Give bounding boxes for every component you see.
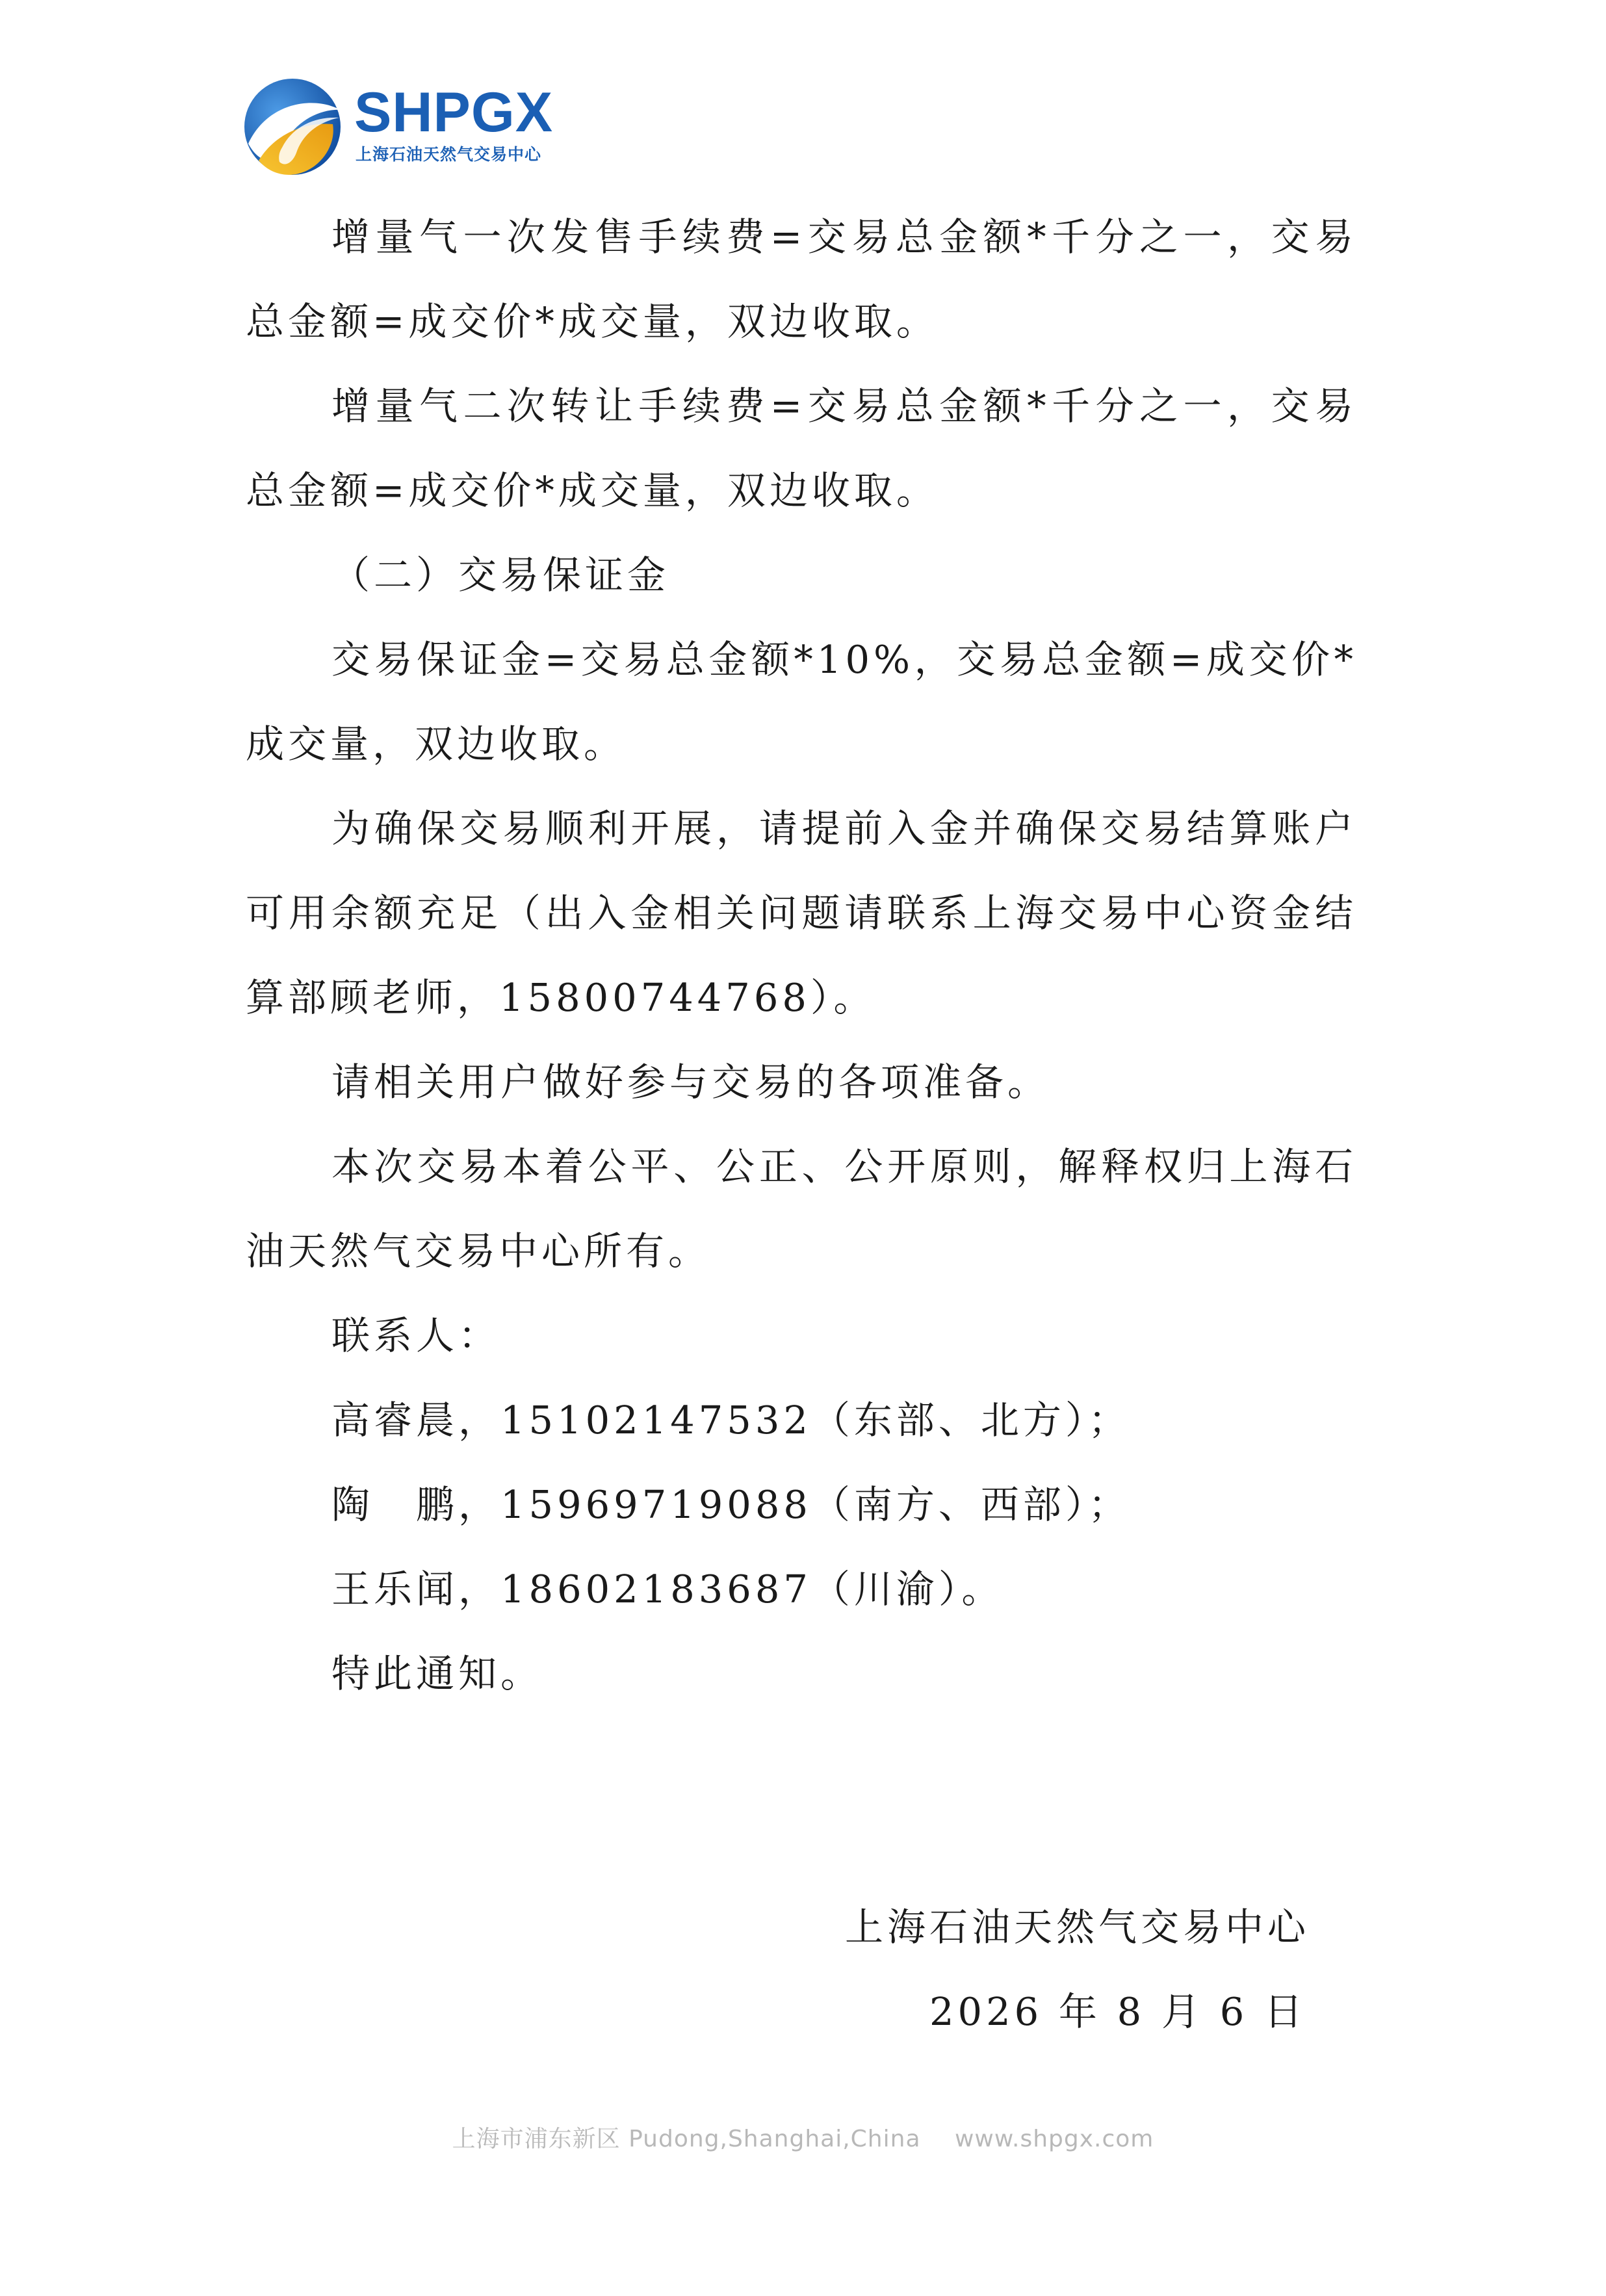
logo-wordmark: SHPGX [354, 81, 554, 144]
contact-line: 王乐闻，18602183687（川渝）。 [331, 1567, 1004, 1611]
section-heading-margin: （二）交易保证金 [331, 553, 670, 597]
contact-line: 陶 鹏，15969719088（南方、西部）； [331, 1482, 1131, 1527]
paragraph-margin: 交易保证金=交易总金额*10%，交易总金额=成交价*成交量，双边收取。 [246, 637, 1357, 766]
page-footer [0, 2120, 1606, 2154]
signature-block [845, 1885, 1365, 2054]
signature-date: 2026 年 8 月 6 日 [929, 1989, 1306, 2034]
contact-line: 高睿晨，15102147532（东部、北方）； [331, 1398, 1131, 1442]
signature-org: 上海石油天然气交易中心 [845, 1905, 1310, 1950]
footer-website: www.shpgx.com [954, 2126, 1154, 2152]
closing-notice: 特此通知。 [331, 1651, 543, 1696]
paragraph-fee-primary-sale: 增量气一次发售手续费=交易总金额*千分之一，交易总金额=成交价*成交量，双边收取。 [246, 215, 1357, 344]
paragraph-fee-secondary-transfer: 增量气二次转让手续费=交易总金额*千分之一，交易总金额=成交价*成交量，双边收取。 [246, 384, 1357, 513]
document-body [246, 195, 1357, 1716]
logo-emblem-icon [242, 76, 343, 177]
contacts-label: 联系人： [331, 1313, 501, 1358]
paragraph-principles: 本次交易本着公平、公正、公开原则，解释权归上海石油天然气交易中心所有。 [246, 1144, 1357, 1273]
logo-subtitle: 上海石油天然气交易中心 [356, 145, 542, 164]
paragraph-deposit-notice: 为确保交易顺利开展，请提前入金并确保交易结算账户可用余额充足（出入金相关问题请联系上海交易中心资金结算部顾老师，15800744768）。 [246, 806, 1357, 1020]
footer-address: 上海市浦东新区 Pudong,Shanghai,China [452, 2126, 921, 2152]
paragraph-prepare-notice: 请相关用户做好参与交易的各项准备。 [331, 1060, 1050, 1104]
